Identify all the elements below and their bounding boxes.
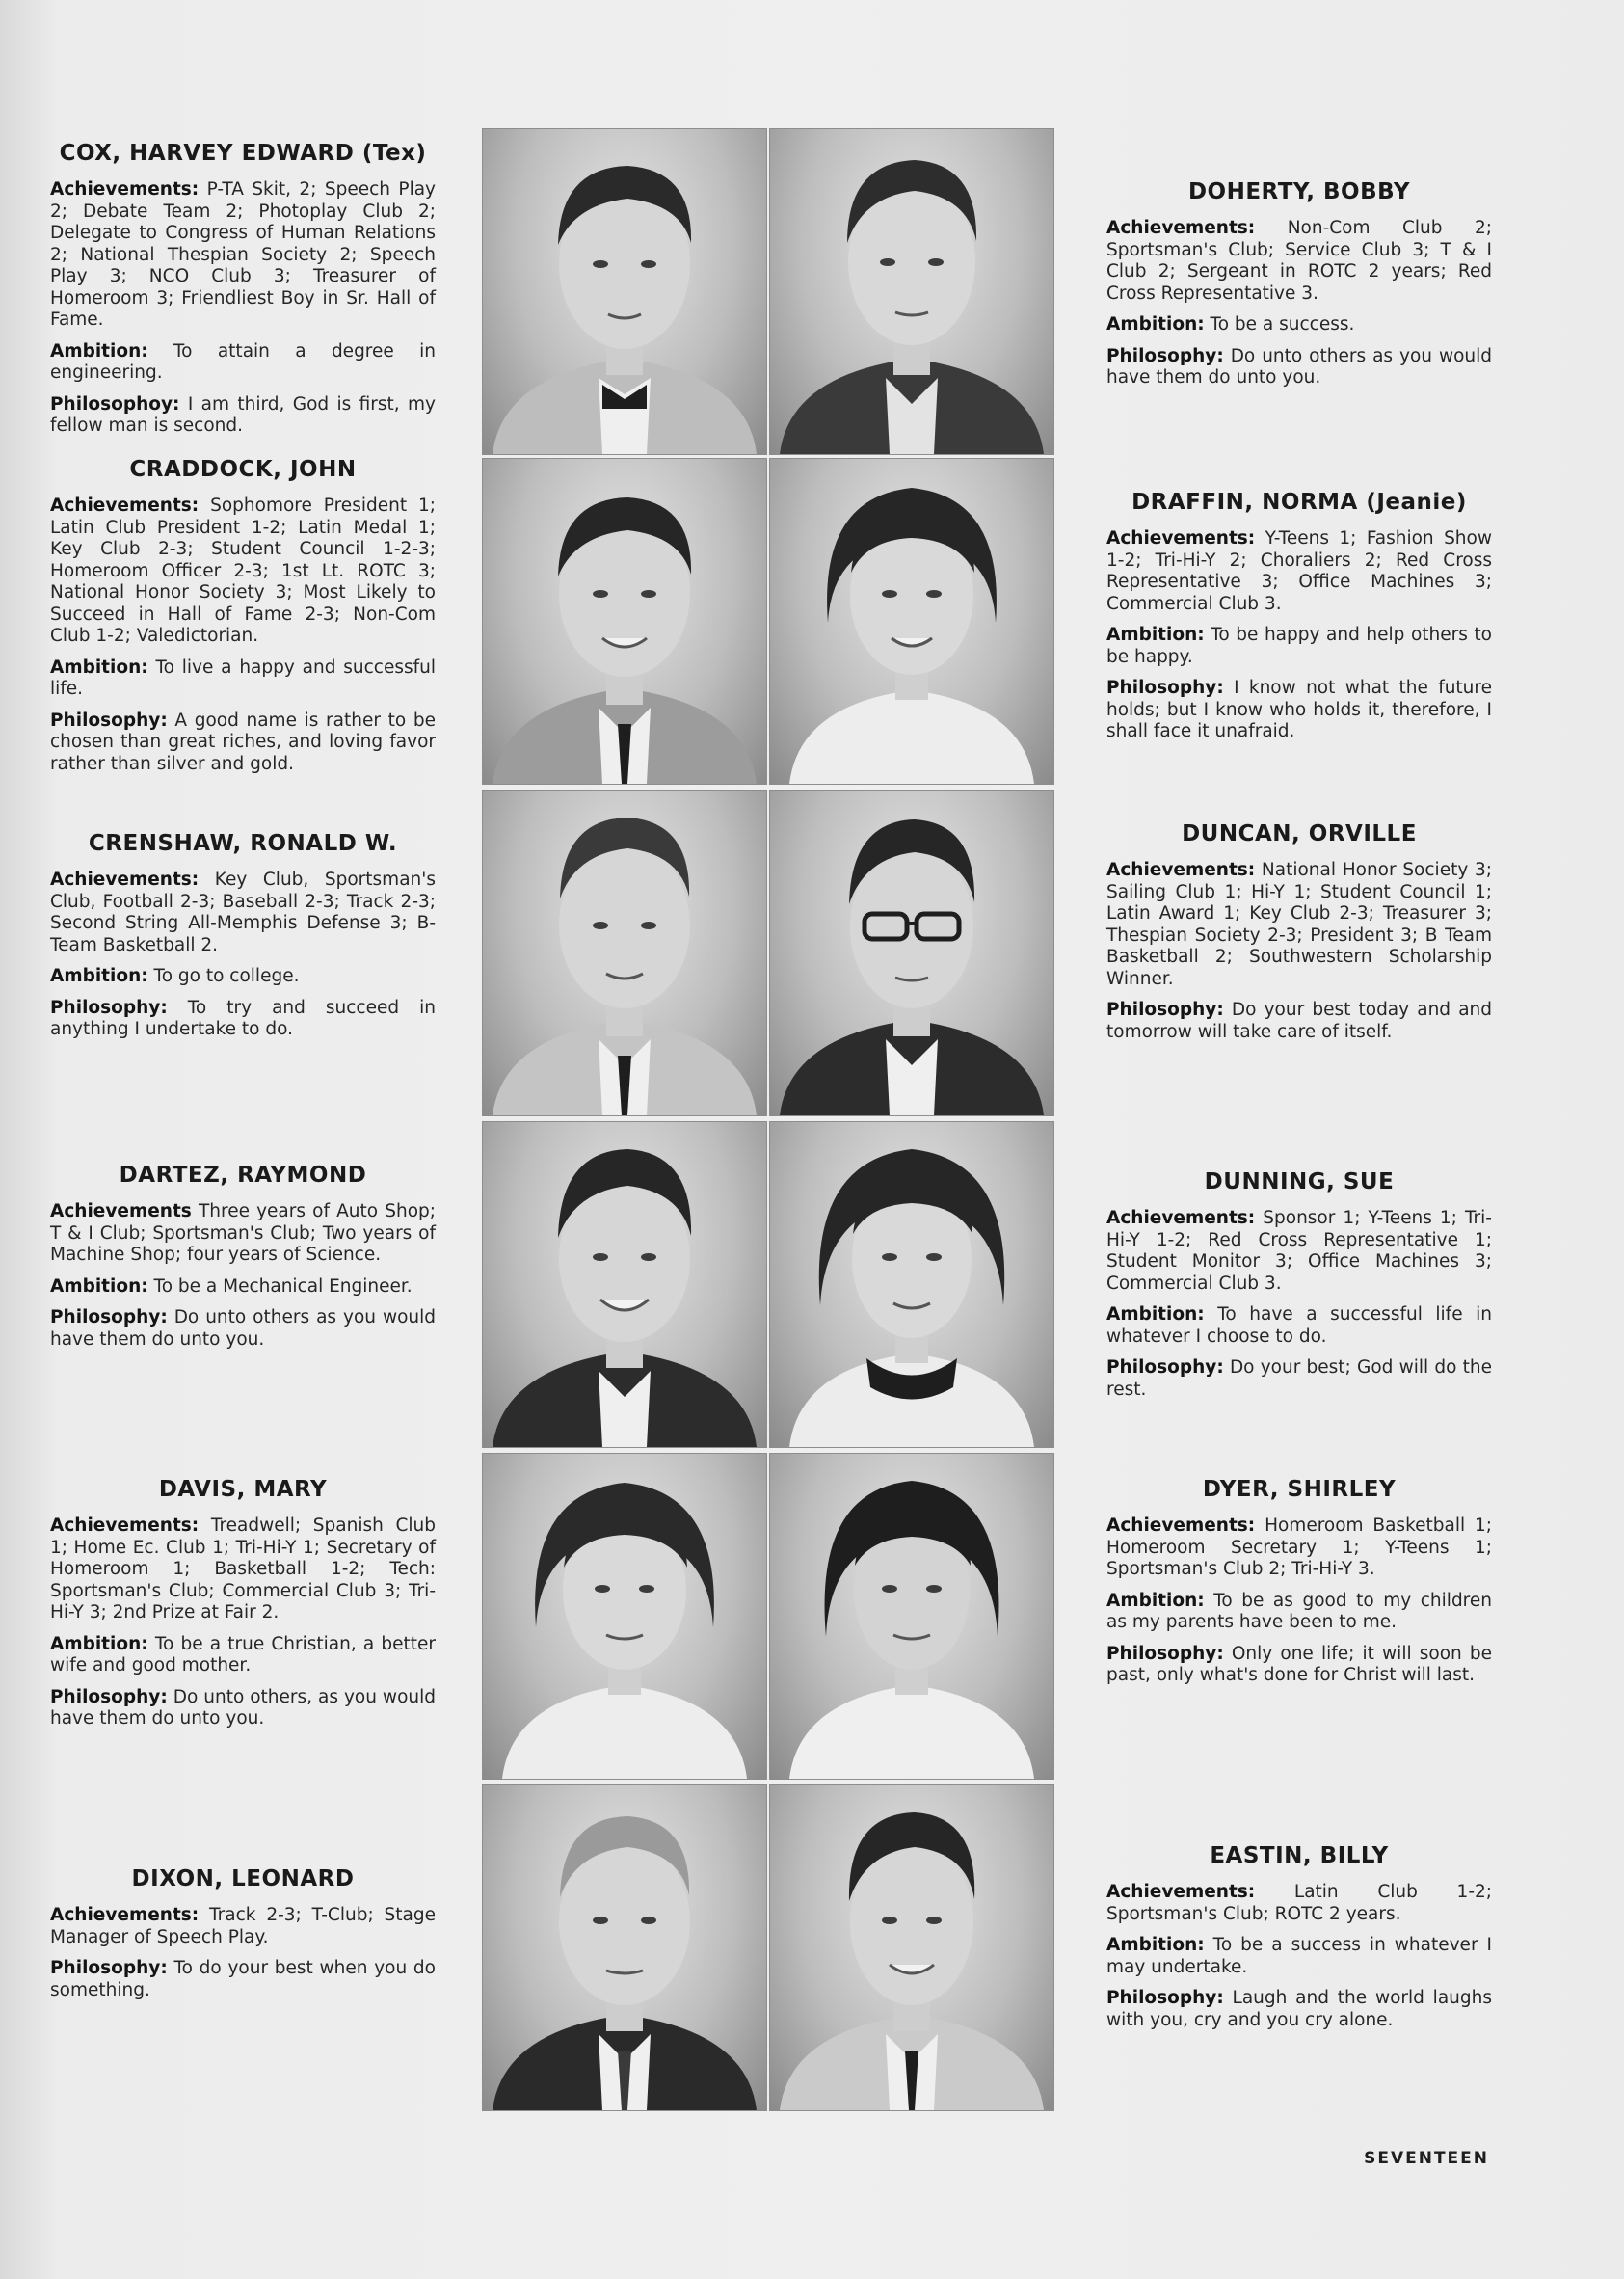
entry-crenshaw	[50, 831, 436, 1051]
portrait-photo-draffin	[769, 458, 1054, 785]
portrait-photo-craddock	[482, 458, 767, 785]
page-number: SEVENTEEN	[1364, 2149, 1489, 2168]
student-name: DRAFFIN, NORMA (Jeanie)	[1131, 490, 1467, 515]
portrait-photo-dixon	[482, 1784, 767, 2111]
ambition-text: Ambition: To have a successful life in whatever I choose to do.	[1106, 1304, 1492, 1347]
ambition-text: Ambition: To go to college.	[50, 966, 300, 986]
portrait-photo-dartez	[482, 1121, 767, 1448]
portrait-female-icon	[770, 1122, 1053, 1447]
entry-draffin	[1106, 490, 1492, 753]
achievements-text: Achievements: Key Club, Sportsman's Club, Football 2-3; Baseball 2-3; Track 2-3; Second String All-Memphis Defense 3; B-Team Basketball 2.	[50, 870, 436, 955]
achievements-text: Achievements Three years of Auto Shop; T & I Club; Sportsman's Club; Two years of Machine Shop; four years of Science.	[50, 1201, 436, 1265]
ambition-text: Ambition: To be a success.	[1106, 314, 1355, 335]
student-name: DUNNING, SUE	[1204, 1169, 1395, 1194]
portrait-photo-dyer	[769, 1453, 1054, 1780]
entry-dixon	[50, 1866, 436, 2011]
student-name: COX, HARVEY EDWARD (Tex)	[59, 141, 427, 166]
portrait-photo-cox	[482, 128, 767, 455]
philosophy-text: Philosophy: To do your best when you do something.	[50, 1958, 436, 2000]
entry-dyer	[1106, 1477, 1492, 1697]
philosophy-text: Philosophy: I know not what the future holds; but I know who holds it, therefore, I shall face it unafraid.	[1106, 678, 1492, 741]
student-name: CRADDOCK, JOHN	[129, 457, 357, 482]
achievements-text: Achievements: Sponsor 1; Y-Teens 1; Tri-Hi-Y 1-2; Red Cross Representative 1; Student Monitor 3; Office Machines 3; Commercial Club 3.	[1106, 1208, 1492, 1294]
philosophy-text: Philosophy: Do unto others as you would have them do unto you.	[1106, 345, 1493, 388]
portrait-male-icon	[483, 129, 766, 454]
portrait-photo-eastin	[769, 1784, 1054, 2111]
student-name: DUNCAN, ORVILLE	[1182, 821, 1417, 846]
entry-doherty	[1106, 179, 1492, 399]
entry-dartez	[50, 1163, 436, 1360]
portrait-female-icon	[770, 459, 1053, 784]
philosophy-text: Philosophy: Do unto others as you would have them do unto you.	[50, 1307, 437, 1350]
philosophy-text: Philosophy: Only one life; it will soon be past, only what's done for Christ will last.	[1106, 1643, 1493, 1685]
portrait-grid	[482, 128, 1060, 2114]
portrait-photo-duncan	[769, 790, 1054, 1116]
portrait-male-icon	[483, 1785, 766, 2110]
ambition-text: Ambition: To be as good to my children as my parents have been to me.	[1106, 1590, 1492, 1632]
entry-duncan	[1106, 821, 1492, 1053]
philosophy-text: Philosophy: To try and succeed in anything I undertake to do.	[50, 997, 436, 1039]
student-name: DAVIS, MARY	[158, 1477, 328, 1502]
student-name: DARTEZ, RAYMOND	[119, 1163, 367, 1188]
portrait-male-icon	[483, 1122, 766, 1447]
entry-cox	[50, 141, 436, 447]
entry-craddock	[50, 457, 436, 785]
ambition-text: Ambition: To be a Mechanical Engineer.	[50, 1275, 413, 1297]
philosophy-text: Philosophy: Do unto others, as you would have them do unto you.	[50, 1686, 436, 1729]
portrait-male-glasses-icon	[770, 791, 1053, 1115]
achievements-text: Achievements: Sophomore President 1; Latin Club President 1-2; Latin Medal 1; Key Club 2-3; Student Council 1-2-3; Homeroom Officer 2-3; 1st Lt. ROTC 3; National Honor Society 3; Most Likely to Succeed in Hall of Fame 2-3; Non-Com Club 1-2; Valedictorian.	[50, 496, 436, 646]
student-name: DOHERTY, BOBBY	[1187, 179, 1411, 204]
philosophy-text: Philosophy: Laugh and the world laughs with you, cry and you cry alone.	[1106, 1988, 1492, 2030]
portrait-male-icon	[770, 129, 1053, 454]
ambition-text: Ambition: To live a happy and successful life.	[50, 657, 436, 699]
achievements-text: Achievements: National Honor Society 3; Sailing Club 1; Hi-Y 1; Student Council 1; Latin Award 1; Key Club 2-3; Treasurer 3; Thespian Society 2-3; President 3; B Team Basketball 2; Southwestern Scholarship Winner.	[1106, 860, 1492, 989]
philosophy-text: Philosophoy: I am third, God is first, my fellow man is second.	[50, 393, 436, 436]
student-name: DIXON, LEONARD	[131, 1866, 355, 1891]
entry-eastin	[1106, 1843, 1492, 2041]
entry-davis	[50, 1477, 436, 1740]
philosophy-text: Philosophy: Do your best; God will do the rest.	[1106, 1357, 1492, 1400]
achievements-text: Achievements: Track 2-3; T-Club; Stage Manager of Speech Play.	[50, 1905, 436, 1947]
achievements-text: Achievements: Homeroom Basketball 1; Homeroom Secretary 1; Y-Teens 1; Sportsman's Club 2; Tri-Hi-Y 3.	[1106, 1515, 1492, 1579]
portrait-photo-dunning	[769, 1121, 1054, 1448]
ambition-text: Ambition: To be a success in whatever I may undertake.	[1106, 1935, 1492, 1977]
ambition-text: Ambition: To be a true Christian, a better wife and good mother.	[50, 1633, 436, 1676]
achievements-text: Achievements: P-TA Skit, 2; Speech Play 2; Debate Team 2; Photoplay Club 2; Delegate to Congress of Human Relations 2; National Thespian Society 2; Speech Play 3; NCO Club 3; Treasurer of Homeroom 3; Friendliest Boy in Sr. Hall of Fame.	[50, 179, 436, 330]
achievements-text: Achievements: Y-Teens 1; Fashion Show 1-2; Tri-Hi-Y 2; Choraliers 2; Red Cross Representative 3; Office Machines 3; Commercial Club 3.	[1106, 528, 1492, 614]
achievements-text: Achievements: Treadwell; Spanish Club 1; Home Ec. Club 1; Tri-Hi-Y 1; Secretary of Homeroom 1; Basketball 1-2; Tech: Sportsman's Club; Commercial Club 3; Tri-Hi-Y 3; 2nd Prize at Fair 2.	[50, 1515, 436, 1622]
philosophy-text: Philosophy: A good name is rather to be chosen than great riches, and loving favor rather than silver and gold.	[50, 710, 436, 774]
portrait-female-icon	[770, 1454, 1053, 1779]
student-name: EASTIN, BILLY	[1210, 1843, 1389, 1868]
portrait-male-icon	[483, 791, 766, 1115]
ambition-text: Ambition: To attain a degree in engineering.	[50, 340, 436, 383]
student-name: DYER, SHIRLEY	[1202, 1477, 1397, 1502]
ambition-text: Ambition: To be happy and help others to be happy.	[1106, 625, 1493, 667]
philosophy-text: Philosophy: Do your best today and and tomorrow will take care of itself.	[1106, 1000, 1492, 1042]
achievements-text: Achievements: Non-Com Club 2; Sportsman's Club; Service Club 3; T & I Club 2; Sergeant in ROTC 2 years; Red Cross Representative 3.	[1106, 218, 1492, 304]
achievements-text: Achievements: Latin Club 1-2; Sportsman's Club; ROTC 2 years.	[1106, 1882, 1492, 1924]
portrait-photo-davis	[482, 1453, 767, 1780]
portrait-male-icon	[483, 459, 766, 784]
portrait-male-icon	[770, 1785, 1053, 2110]
portrait-photo-doherty	[769, 128, 1054, 455]
portrait-female-icon	[483, 1454, 766, 1779]
portrait-photo-crenshaw	[482, 790, 767, 1116]
student-name: CRENSHAW, RONALD W.	[88, 831, 398, 856]
entry-dunning	[1106, 1169, 1492, 1410]
